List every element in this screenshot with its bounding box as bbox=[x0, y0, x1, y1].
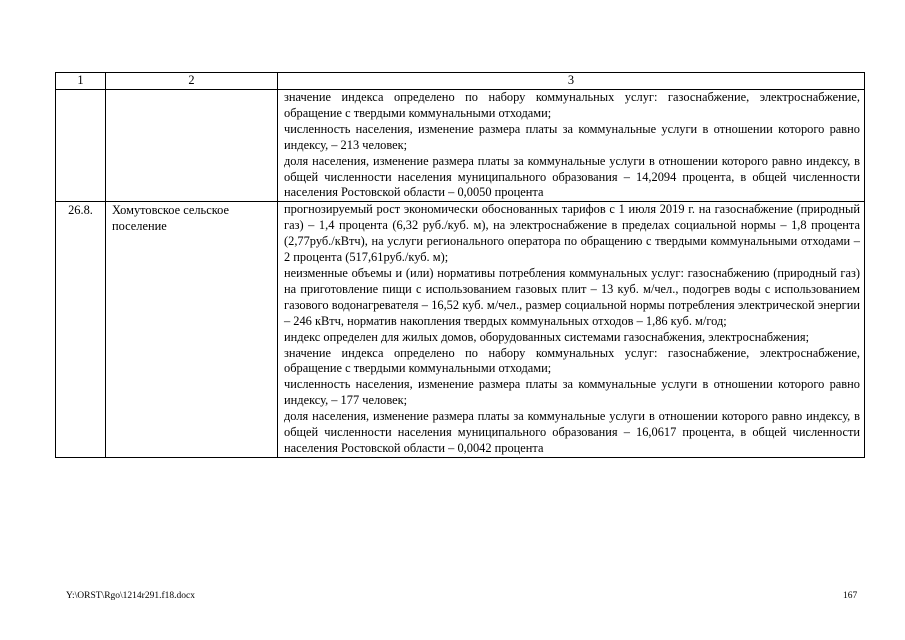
row-number bbox=[56, 90, 106, 202]
paragraph: численность населения, изменение размера платы за коммунальные услуги в отношении которого равно индексу, – 177 человек; bbox=[284, 377, 860, 408]
column-number-2: 2 bbox=[106, 73, 278, 90]
row-number: 26.8. bbox=[56, 202, 106, 458]
paragraph: доля населения, изменение размера платы за коммунальные услуги в отношении которого равно индексу, в общей численности населения муниципального образования – 16,0617 процента, в общей численности населения Ростовской области – 0,0042 процента bbox=[284, 409, 860, 455]
paragraph: значение индекса определено по набору коммунальных услуг: газоснабжение, электроснабжение, обращение с твердыми коммунальными отходами; bbox=[284, 90, 860, 120]
footer-file-path: Y:\ORST\Rgo\1214r291.f18.docx bbox=[66, 591, 195, 601]
paragraph: значение индекса определено по набору коммунальных услуг: газоснабжение, электроснабжение, обращение с твердыми коммунальными отходами; bbox=[284, 345, 860, 376]
table-header-row bbox=[56, 73, 865, 90]
row-description bbox=[278, 90, 865, 202]
tariff-table bbox=[55, 72, 865, 458]
column-number-3: 3 bbox=[278, 73, 865, 90]
paragraph: численность населения, изменение размера платы за коммунальные услуги в отношении которого равно индексу, – 213 человек; bbox=[284, 121, 860, 152]
paragraph: индекс определен для жилых домов, оборудованных системами газоснабжения, электроснабжения; bbox=[284, 329, 810, 344]
municipality-name bbox=[106, 90, 278, 202]
page-number: 167 bbox=[843, 591, 858, 601]
paragraph: неизменные объемы и (или) нормативы потребления коммунальных услуг: газоснабжению (природный газ) на приготовление пищи с использованием газовых плит – 13 куб. м/чел., подогрев воды с использованием газового водонагревателя – 16,52 куб. м/чел., размер социальной нормы потребления электрической энергии – 246 кВтч, норматив накопления твердых коммунальных отходов – 1,86 куб. м/год; bbox=[284, 265, 860, 328]
row-description bbox=[278, 202, 865, 458]
municipality-name: Хомутовское сельское поселение bbox=[106, 202, 278, 458]
table-row bbox=[56, 202, 865, 458]
paragraph: доля населения, изменение размера платы за коммунальные услуги в отношении которого равно индексу, в общей численности населения муниципального образования – 14,2094 процента, в общей численности населения Ростовской области – 0,0050 процента bbox=[284, 153, 860, 200]
column-number-1: 1 bbox=[56, 73, 106, 90]
table-row bbox=[56, 90, 865, 202]
paragraph: прогнозируемый рост экономически обоснованных тарифов с 1 июля 2019 г. на газоснабжение (природный газ) – 1,4 процента (6,32 руб./куб. м), на электроснабжение в пределах социальной нормы – 1,8 процента (2,77руб./кВтч), на услуги регионального оператора по обращению с твердыми коммунальными отходами – 2 процента (517,61руб./куб. м); bbox=[284, 202, 860, 265]
